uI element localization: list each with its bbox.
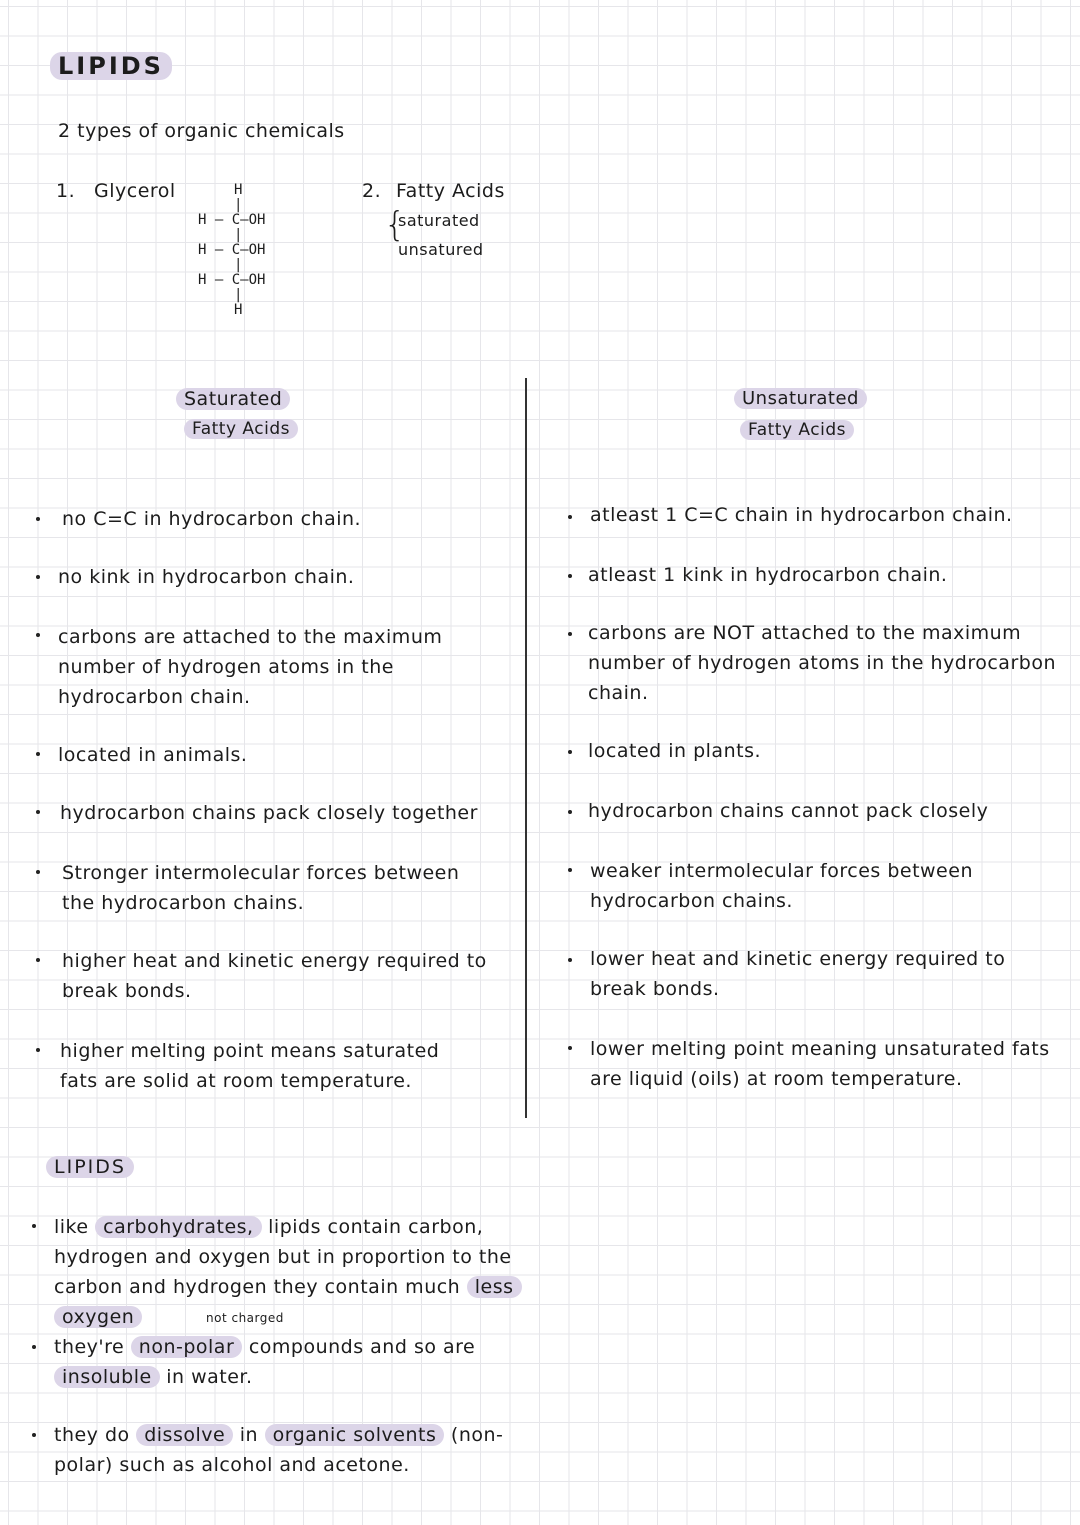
unsaturated-item: carbons are NOT attached to the maximum number of hydrogen atoms in the hydrocarbon chain. xyxy=(588,622,1056,704)
saturated-item: carbons are attached to the maximum number of hydrogen atoms in the hydrocarbon chain. xyxy=(58,626,443,708)
p3-highlight-dissolve: dissolve xyxy=(136,1424,233,1446)
brace-icon: { xyxy=(384,205,406,245)
bullet xyxy=(568,632,572,636)
page-title-text: LIPIDS xyxy=(50,52,172,80)
bullet xyxy=(32,1345,36,1349)
p1-text-a: like xyxy=(54,1216,89,1238)
section2-title xyxy=(46,1156,134,1178)
saturated-item: located in animals. xyxy=(58,744,248,766)
not-charged-note: not charged xyxy=(206,1311,284,1325)
glycerol-structure-line: | xyxy=(234,287,243,303)
p2-text-c: in water. xyxy=(166,1366,253,1388)
bullet xyxy=(36,1048,40,1052)
section2-paragraph-2 xyxy=(54,1332,514,1392)
bullet xyxy=(32,1224,36,1228)
bullet xyxy=(36,870,40,874)
unsaturated-item: lower melting point meaning unsaturated fats are liquid (oils) at room temperature. xyxy=(590,1038,1050,1090)
bullet xyxy=(36,958,40,962)
bullet xyxy=(36,575,40,579)
p2-text-a: they're xyxy=(54,1336,125,1358)
bullet xyxy=(36,517,40,521)
p2-highlight-insoluble: insoluble xyxy=(54,1366,160,1388)
bullet xyxy=(568,958,572,962)
bullet xyxy=(36,633,40,637)
saturated-item: higher melting point means saturated fats are solid at room temperature. xyxy=(60,1040,440,1092)
glycerol-label: Glycerol xyxy=(94,180,176,202)
p3-highlight-organic-solvents: organic solvents xyxy=(265,1424,445,1446)
fatty-acids-sub1: saturated xyxy=(398,211,480,230)
section2-paragraph-1 xyxy=(54,1212,554,1332)
saturated-item: hydrocarbon chains pack closely together xyxy=(60,802,478,824)
unsaturated-subheading xyxy=(740,420,854,440)
p1-highlight-less-oxygen: less oxygen xyxy=(54,1276,522,1328)
section2-title-text: LIPIDS xyxy=(46,1156,134,1178)
unsaturated-item: atleast 1 kink in hydrocarbon chain. xyxy=(588,564,948,586)
p3-text-b: in xyxy=(239,1424,259,1446)
unsaturated-item: atleast 1 C=C chain in hydrocarbon chain. xyxy=(590,504,1013,526)
saturated-subheading xyxy=(184,419,298,439)
saturated-item: Stronger intermolecular forces between the hydrocarbon chains. xyxy=(62,862,460,914)
glycerol-structure xyxy=(198,183,265,318)
bullet xyxy=(568,574,572,578)
glycerol-structure-line: | xyxy=(234,197,243,213)
glycerol-structure-line: H xyxy=(234,182,243,198)
glycerol-structure-line: H — C—OH xyxy=(198,272,266,288)
saturated-item: higher heat and kinetic energy required to break bonds. xyxy=(62,950,487,1002)
saturated-heading xyxy=(176,388,290,410)
glycerol-structure-line: | xyxy=(234,257,243,273)
unsaturated-item: weaker intermolecular forces between hydrocarbon chains. xyxy=(590,860,973,912)
glycerol-structure-line: H xyxy=(234,302,243,318)
fatty-acids-label: Fatty Acids xyxy=(396,180,505,202)
unsaturated-item: located in plants. xyxy=(588,740,762,762)
p3-text-c: (non-polar) such as alcohol and acetone. xyxy=(54,1424,504,1476)
saturated-item: no C=C in hydrocarbon chain. xyxy=(62,508,362,530)
saturated-item: no kink in hydrocarbon chain. xyxy=(58,566,355,588)
bullet xyxy=(568,750,572,754)
bullet xyxy=(568,515,572,519)
fatty-acids-sub2: unsatured xyxy=(398,240,484,259)
p2-text-b: compounds and so are xyxy=(248,1336,476,1358)
column-divider xyxy=(525,378,527,1118)
bullet xyxy=(32,1433,36,1437)
p2-highlight-non-polar: non-polar xyxy=(131,1336,242,1358)
fatty-acids-number: 2. xyxy=(362,180,382,202)
unsaturated-heading-1: Unsaturated xyxy=(734,388,867,409)
glycerol-structure-line: H — C—OH xyxy=(198,212,266,228)
p1-highlight-carbohydrates: carbohydrates, xyxy=(95,1216,261,1238)
saturated-heading-2: Fatty Acids xyxy=(184,419,298,439)
page-title xyxy=(50,52,172,80)
saturated-heading-1: Saturated xyxy=(176,388,290,410)
unsaturated-heading-2: Fatty Acids xyxy=(740,420,854,440)
unsaturated-item: hydrocarbon chains cannot pack closely xyxy=(588,800,989,822)
bullet xyxy=(568,868,572,872)
section2-paragraph-3 xyxy=(54,1420,514,1480)
bullet xyxy=(36,810,40,814)
p1-text-b: lipids contain carbon, hydrogen and oxygen but in proportion to the carbon and hydrogen they contain much xyxy=(54,1216,512,1298)
bullet xyxy=(36,752,40,756)
unsaturated-item: lower heat and kinetic energy required to break bonds. xyxy=(590,948,1006,1000)
p3-text-a: they do xyxy=(54,1424,130,1446)
unsaturated-heading xyxy=(734,388,867,409)
bullet xyxy=(568,810,572,814)
glycerol-number: 1. xyxy=(56,180,76,202)
intro-text: 2 types of organic chemicals xyxy=(58,120,345,142)
bullet xyxy=(568,1046,572,1050)
glycerol-structure-line: H — C—OH xyxy=(198,242,266,258)
glycerol-structure-line: | xyxy=(234,227,243,243)
